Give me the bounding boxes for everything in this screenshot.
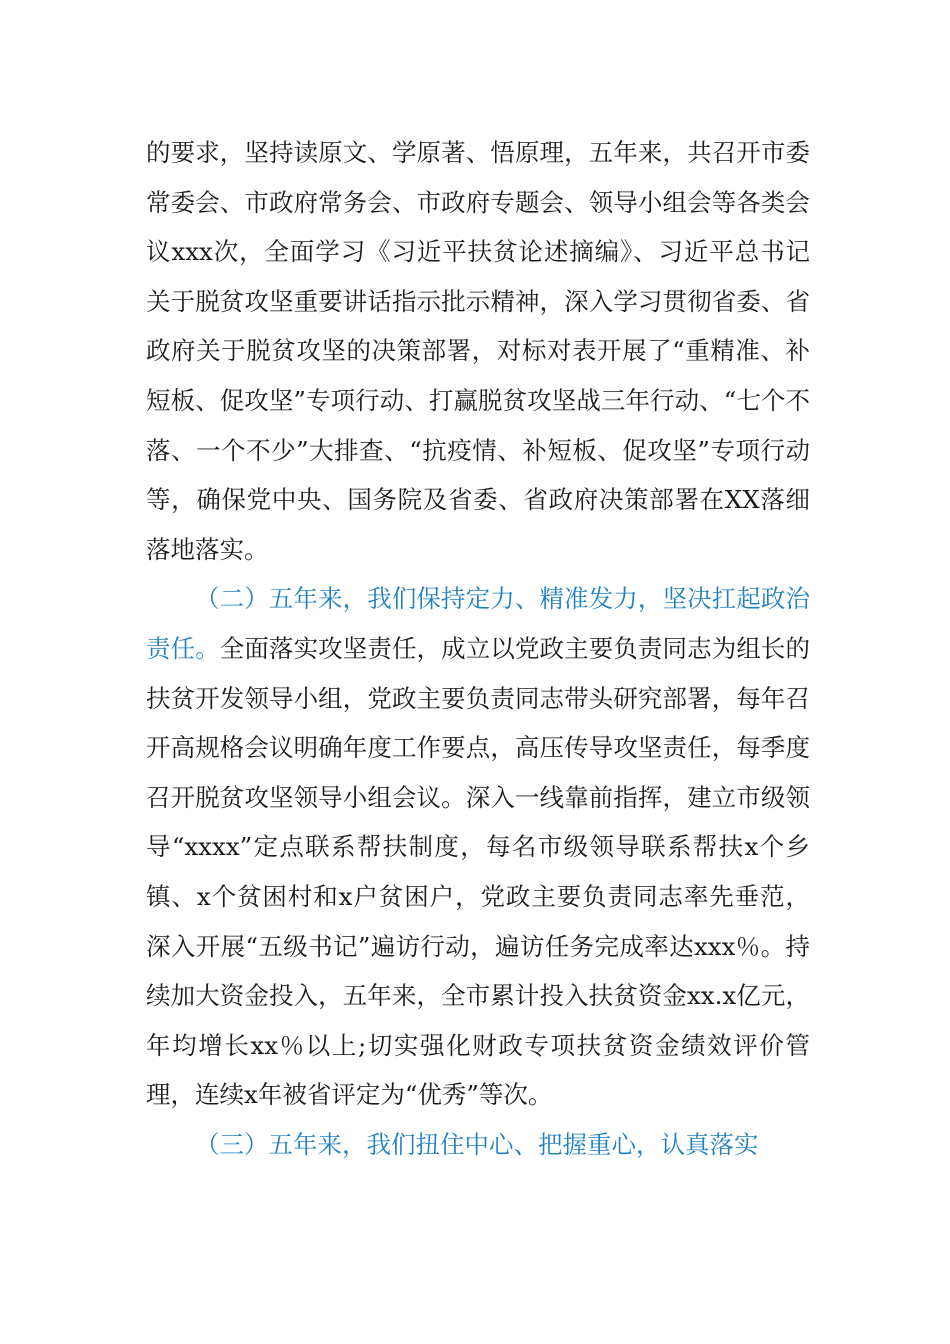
section-2-heading: （二）五年来，我们保持定力、精准发力，坚决扛起政治责任。 xyxy=(146,584,810,663)
paragraph-continued: 的要求，坚持读原文、学原著、悟原理，五年来，共召开市委常委会、市政府常务会、市政府专题会、领导小组会等各类会议xxx次，全面学习《习近平扶贫论述摘编》、习近平总书记关于脱贫攻坚重要讲话指示批示精神，深入学习贯彻省委、省政府关于脱贫攻坚的决策部署，对标对表开展了“重精准、补短板、促攻坚”专项行动、打赢脱贫攻坚战三年行动、“七个不落、一个不少”大排查、“抗疫情、补短板、促攻坚”专项行动等，确保党中央、国务院及省委、省政府决策部署在XX落细落地落实。 xyxy=(146,138,810,564)
section-3-heading: （三）五年来，我们扭住中心、把握重心，认真落实 xyxy=(195,1129,759,1159)
paragraph-section-2 xyxy=(146,574,810,1120)
document-body xyxy=(146,128,810,1169)
paragraph-section-3 xyxy=(146,1120,810,1170)
section-2-body: 全面落实攻坚责任，成立以党政主要负责同志为组长的扶贫开发领导小组，党政主要负责同志带头研究部署，每年召开高规格会议明确年度工作要点，高压传导攻坚责任，每季度召开脱贫攻坚领导小组会议。深入一线靠前指挥，建立市级领导“xxxx”定点联系帮扶制度，每名市级领导联系帮扶x个乡镇、x个贫困村和x户贫困户，党政主要负责同志率先垂范，深入开展“五级书记”遍访行动，遍访任务完成率达xxx％。持续加大资金投入，五年来，全市累计投入扶贫资金xx.x亿元，年均增长xx％以上;切实强化财政专项扶贫资金绩效评价管理，连续x年被省评定为“优秀”等次。 xyxy=(146,633,811,1110)
